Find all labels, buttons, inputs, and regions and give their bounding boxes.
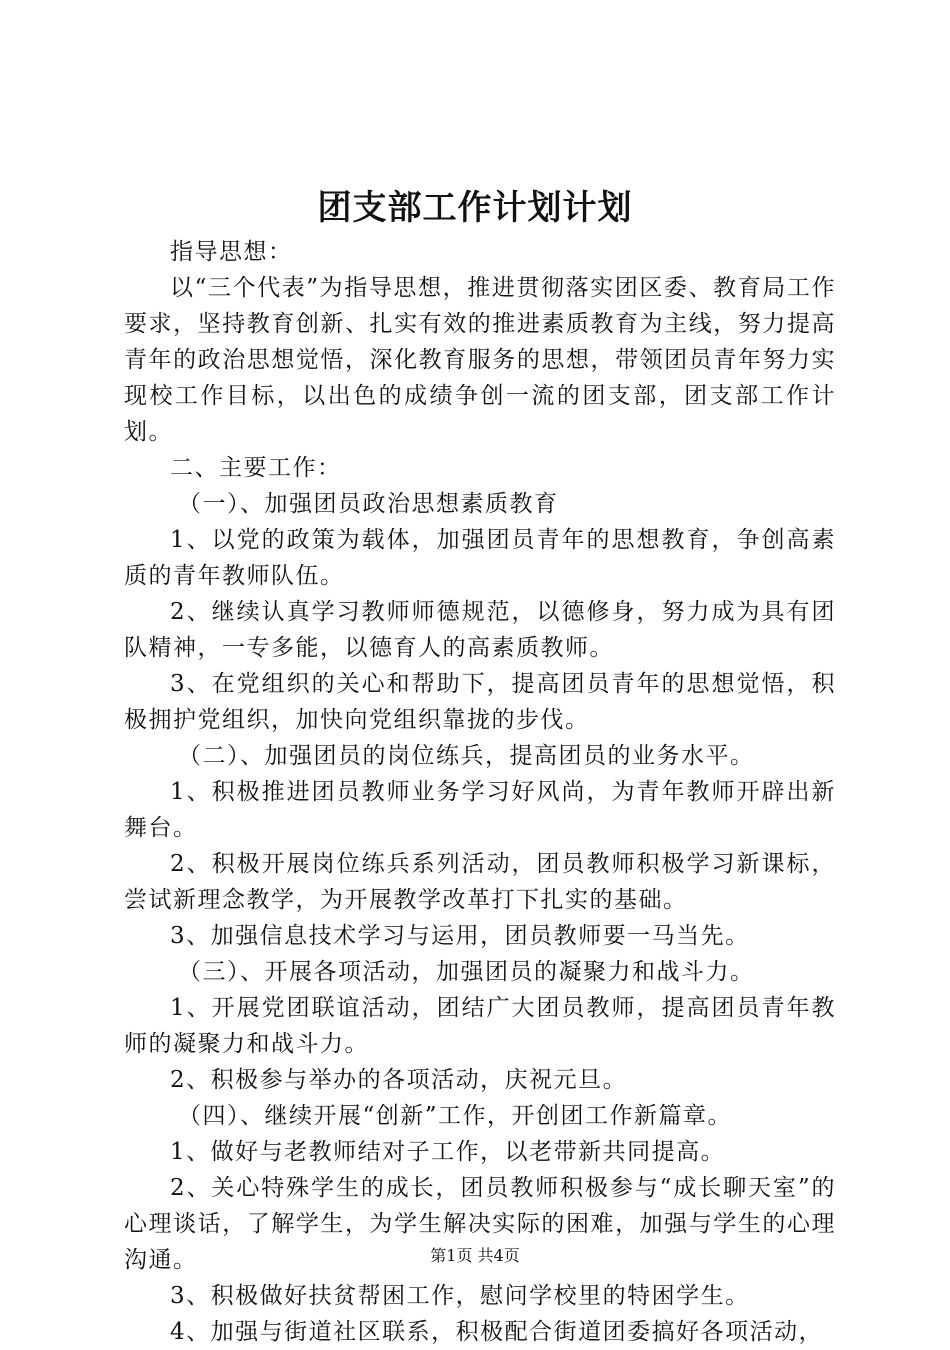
paragraph-item: 2、积极开展岗位练兵系列活动，团员教师积极学习新课标，尝试新理念教学，为开展教学改革打下扎实的基础。 bbox=[124, 851, 836, 913]
paragraph-item: 2、关心特殊学生的成长，团员教师积极参与“成长聊天室”的心理谈话，了解学生，为学生解决实际的困难，加强与学生的心理沟通。 bbox=[124, 1175, 836, 1273]
paragraph-guiding-heading: 指导思想： bbox=[170, 239, 293, 265]
paragraph-section-1-heading: （一）、加强团员政治思想素质教育 bbox=[178, 491, 559, 517]
document-body bbox=[124, 234, 836, 1350]
page-number-footer: 第1页 共4页 bbox=[430, 1246, 520, 1265]
paragraph-item: 1、做好与老教师结对子工作，以老带新共同提高。 bbox=[170, 1139, 726, 1165]
document-title: 团支部工作计划计划 bbox=[317, 188, 633, 228]
paragraph-item: 3、在党组织的关心和帮助下，提高团员青年的思想觉悟，积极拥护党组织，加快向党组织靠拢的步伐。 bbox=[124, 671, 836, 733]
paragraph-section-4-heading: （四）、继续开展“创新”工作，开创团工作新篇章。 bbox=[178, 1103, 733, 1129]
paragraph-item: 2、积极参与举办的各项活动，庆祝元旦。 bbox=[170, 1067, 628, 1093]
paragraph-item: 1、开展党团联谊活动，团结广大团员教师，提高团员青年教师的凝聚力和战斗力。 bbox=[124, 995, 836, 1057]
paragraph-section-2-heading: （二）、加强团员的岗位练兵，提高团员的业务水平。 bbox=[178, 743, 755, 769]
paragraph-item: 4、加强与街道社区联系，积极配合街道团委搞好各项活动， bbox=[170, 1319, 824, 1345]
paragraph-guiding-text: 以“三个代表”为指导思想，推进贯彻落实团区委、教育局工作要求，坚持教育创新、扎实有效的推进素质教育为主线，努力提高青年的政治思想觉悟，深化教育服务的思想，带领团员青年努力实现校工作目标，以出色的成绩争创一流的团支部，团支部工作计划。 bbox=[124, 275, 836, 445]
paragraph-item: 1、以党的政策为载体，加强团员青年的思想教育，争创高素质的青年教师队伍。 bbox=[124, 527, 836, 589]
paragraph-item: 1、积极推进团员教师业务学习好风尚，为青年教师开辟出新舞台。 bbox=[124, 779, 836, 841]
paragraph-item: 2、继续认真学习教师师德规范，以德修身，努力成为具有团队精神，一专多能，以德育人的高素质教师。 bbox=[124, 599, 836, 661]
paragraph-item: 3、加强信息技术学习与运用，团员教师要一马当先。 bbox=[170, 923, 750, 949]
paragraph-section-3-heading: （三）、开展各项活动，加强团员的凝聚力和战斗力。 bbox=[178, 959, 755, 985]
paragraph-item: 3、积极做好扶贫帮困工作，慰问学校里的特困学生。 bbox=[170, 1283, 750, 1309]
paragraph-main-work-heading: 二、主要工作： bbox=[170, 455, 342, 481]
